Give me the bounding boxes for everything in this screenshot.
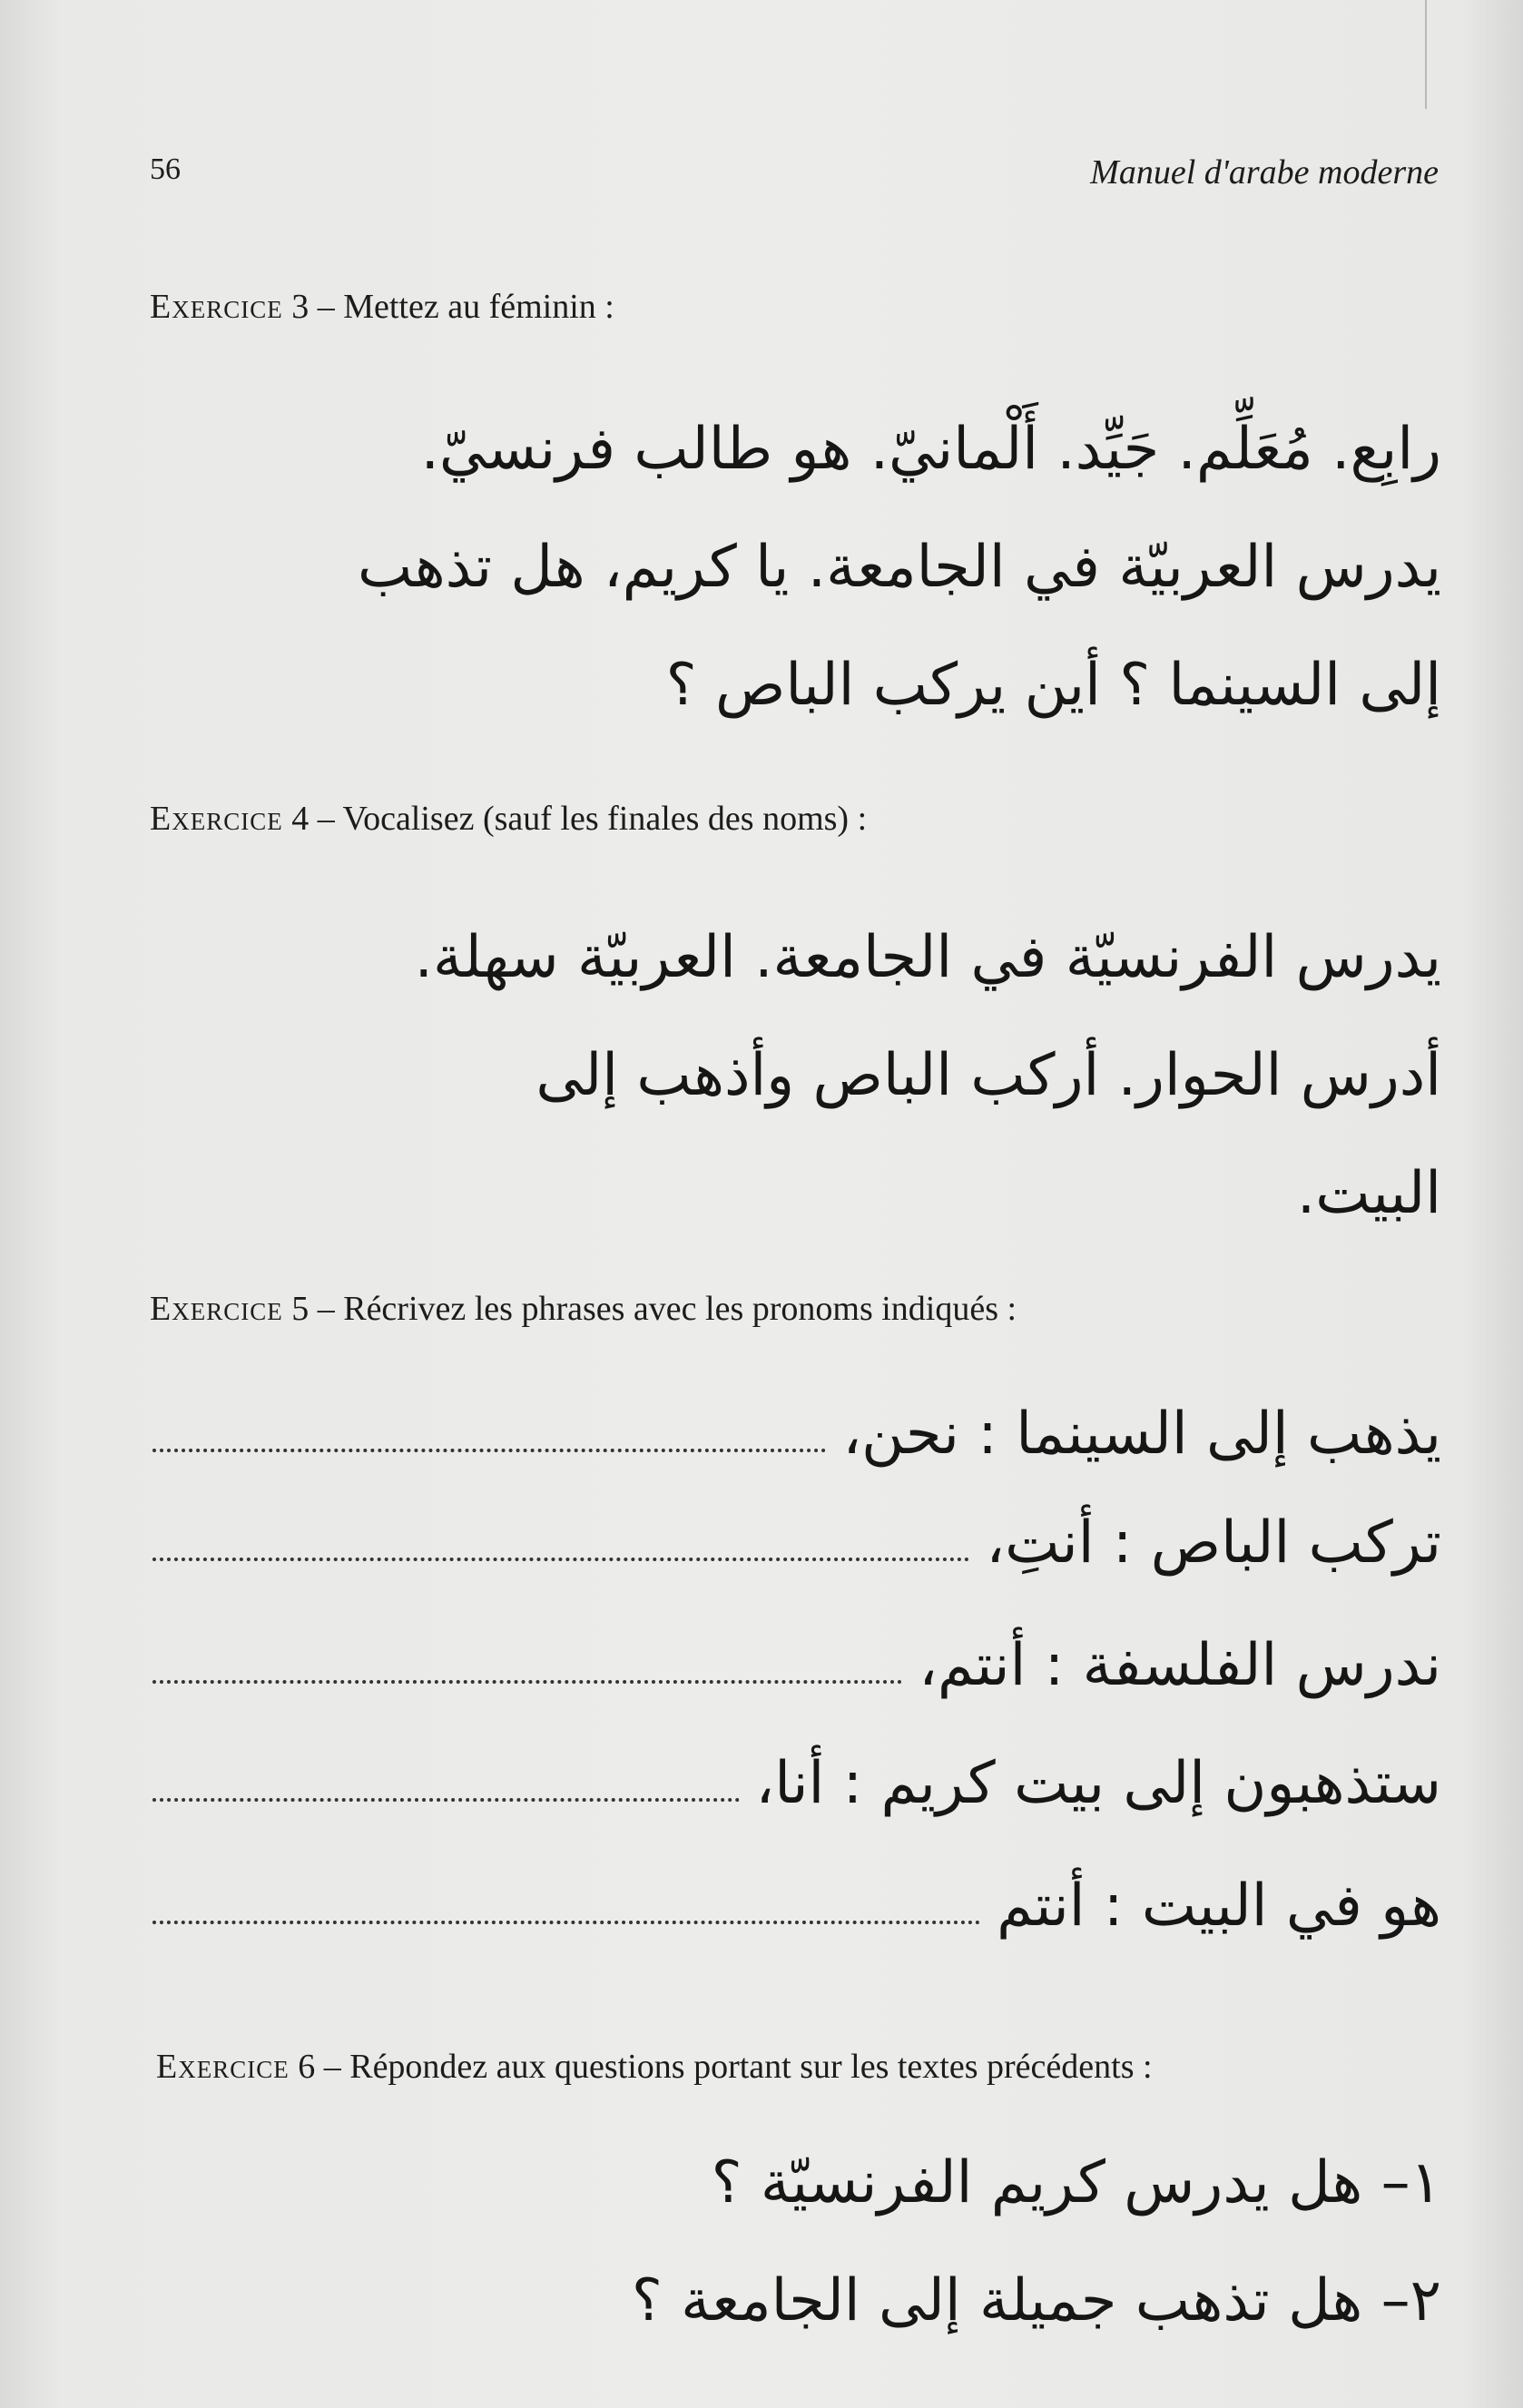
running-title: Manuel d'arabe moderne bbox=[1090, 153, 1439, 192]
exercise-5-heading bbox=[150, 1289, 1017, 1329]
exercise-3-text bbox=[152, 390, 1441, 744]
arabic-sentence: يذهب إلى السينما : نحن، bbox=[842, 1401, 1441, 1468]
answer-blank[interactable] bbox=[152, 1921, 980, 1924]
answer-blank[interactable] bbox=[152, 1558, 969, 1561]
exercise-6-heading bbox=[156, 2047, 1153, 2087]
arabic-line: رابِع. مُعَلِّم. جَيِّد. أَلْمانيّ. هو طالب فرنسيّ. bbox=[420, 416, 1441, 483]
exercise-label: Exercice bbox=[150, 800, 283, 838]
page-number: 56 bbox=[150, 152, 181, 186]
answer-blank[interactable] bbox=[152, 1798, 740, 1802]
arabic-line: يدرس الفرنسيّة في الجامعة. العربيّة سهلة. bbox=[414, 924, 1441, 991]
exercise-label: Exercice bbox=[150, 288, 283, 326]
exercise-5-row bbox=[152, 1611, 1441, 1720]
exercise-label: Exercice bbox=[150, 1290, 283, 1328]
exercise-number: 4 bbox=[291, 800, 310, 838]
exercise-number: 5 bbox=[291, 1290, 310, 1328]
question-item: ٢– هل تذهب جميلة إلى الجامعة ؟ bbox=[631, 2267, 1441, 2334]
exercise-instruction: – Répondez aux questions portant sur les textes précédents : bbox=[323, 2048, 1153, 2086]
exercise-3-heading bbox=[150, 287, 614, 327]
answer-blank[interactable] bbox=[152, 1449, 826, 1452]
exercise-number: 6 bbox=[298, 2048, 316, 2086]
exercise-6-questions bbox=[152, 2124, 1441, 2360]
arabic-line: إلى السينما ؟ أين يركب الباص ؟ bbox=[665, 652, 1441, 719]
exercise-instruction: – Vocalisez (sauf les finales des noms) : bbox=[317, 800, 868, 838]
exercise-number: 3 bbox=[291, 288, 310, 326]
exercise-5-row bbox=[152, 1380, 1441, 1489]
exercise-label: Exercice bbox=[156, 2048, 290, 2086]
arabic-line: البيت. bbox=[1296, 1160, 1441, 1227]
exercise-4-heading bbox=[150, 799, 867, 839]
arabic-sentence: ستذهبون إلى بيت كريم : أنا، bbox=[755, 1750, 1441, 1817]
exercise-5-row bbox=[152, 1852, 1441, 1961]
arabic-sentence: هو في البيت : أنتم bbox=[997, 1872, 1441, 1940]
exercise-5-row bbox=[152, 1489, 1441, 1597]
arabic-sentence: تركب الباص : أنتِ، bbox=[986, 1509, 1441, 1577]
exercise-5-row bbox=[152, 1729, 1441, 1838]
exercise-instruction: – Mettez au féminin : bbox=[317, 288, 614, 326]
arabic-line: يدرس العربيّة في الجامعة. يا كريم، هل تذهب bbox=[358, 534, 1441, 601]
arabic-line: أدرس الحوار. أركب الباص وأذهب إلى bbox=[536, 1042, 1441, 1109]
question-item: ١– هل يدرس كريم الفرنسيّة ؟ bbox=[711, 2149, 1441, 2216]
page-header bbox=[150, 152, 1439, 207]
answer-blank[interactable] bbox=[152, 1680, 902, 1684]
exercise-instruction: – Récrivez les phrases avec les pronoms indiqués : bbox=[317, 1290, 1017, 1328]
exercise-4-text bbox=[152, 899, 1441, 1253]
arabic-sentence: ندرس الفلسفة : أنتم، bbox=[919, 1632, 1441, 1699]
page-edge-line bbox=[1425, 0, 1427, 109]
